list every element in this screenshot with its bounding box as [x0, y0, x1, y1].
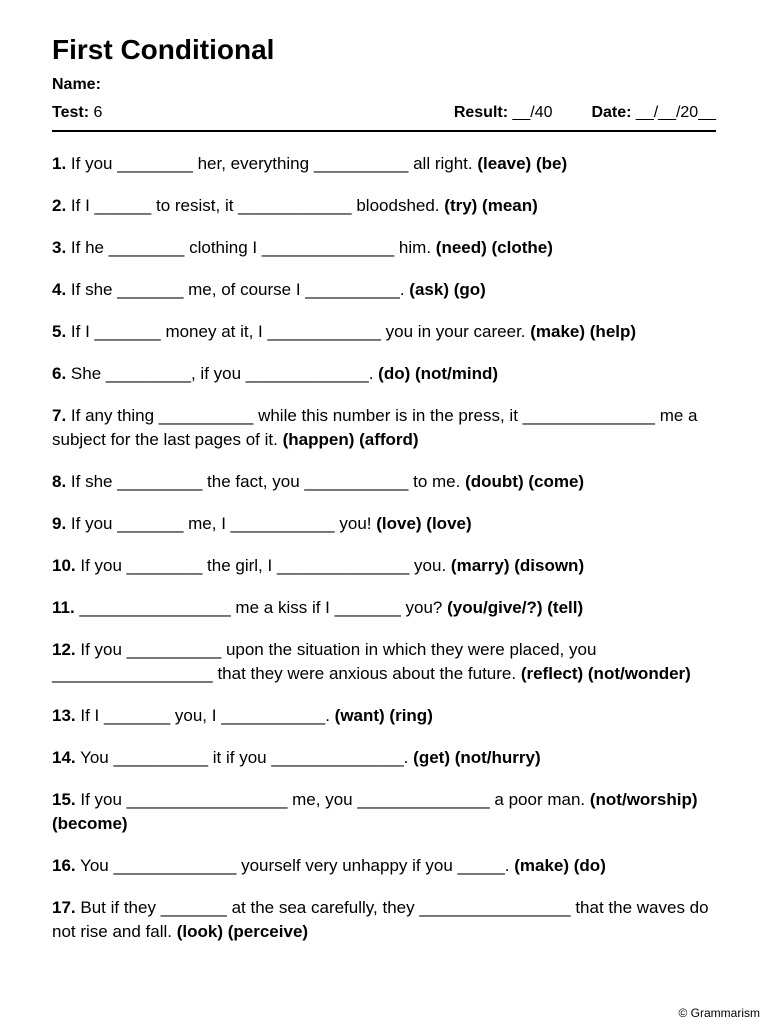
- item-verbs: (doubt) (come): [465, 472, 585, 491]
- item-text: If I _______ money at it, I ____________ you in your career.: [70, 322, 526, 341]
- item-text: If I ______ to resist, it ____________ bloodshed.: [70, 196, 440, 215]
- item-number: 14.: [52, 748, 76, 767]
- item-number: 12.: [52, 640, 76, 659]
- exercise-item: [52, 596, 716, 620]
- item-text: If you _______ me, I ___________ you!: [70, 514, 372, 533]
- date-label: Date:: [591, 104, 632, 121]
- item-number: 8.: [52, 472, 67, 491]
- item-number: 10.: [52, 556, 76, 575]
- name-label: Name:: [52, 76, 101, 93]
- page-title: First Conditional: [52, 34, 275, 65]
- item-number: 2.: [52, 196, 67, 215]
- worksheet: [52, 30, 716, 962]
- divider: [52, 130, 716, 132]
- exercise-item: [52, 236, 716, 260]
- item-number: 4.: [52, 280, 67, 299]
- item-text: If she _______ me, of course I __________.: [70, 280, 405, 299]
- item-text: ________________ me a kiss if I _______ you?: [79, 598, 443, 617]
- item-number: 16.: [52, 856, 76, 875]
- item-text: If he ________ clothing I ______________ him.: [70, 238, 432, 257]
- result-date: [454, 102, 716, 124]
- item-verbs: (make) (do): [514, 856, 606, 875]
- item-text: If I _______ you, I ___________.: [80, 706, 330, 725]
- exercise-item: [52, 854, 716, 878]
- exercise-item: [52, 404, 716, 452]
- item-number: 15.: [52, 790, 76, 809]
- item-verbs: (want) (ring): [334, 706, 433, 725]
- exercise-item: [52, 704, 716, 728]
- item-verbs: (marry) (disown): [450, 556, 585, 575]
- exercise-item: [52, 470, 716, 494]
- item-number: 6.: [52, 364, 67, 383]
- exercise-item: [52, 638, 716, 686]
- item-number: 17.: [52, 898, 76, 917]
- item-verbs: (love) (love): [376, 514, 472, 533]
- item-text: If any thing __________ while this number is in the press, it ______________ me a subject for the last pages of it.: [52, 406, 698, 449]
- exercise-item: [52, 278, 716, 302]
- exercise-item: [52, 194, 716, 218]
- exercise-item: [52, 362, 716, 386]
- item-text: But if they _______ at the sea carefully, they ________________ that the waves do not rise and fall.: [52, 898, 709, 941]
- exercise-item: [52, 512, 716, 536]
- item-verbs: (not/worship) (become): [52, 790, 698, 833]
- exercise-item: [52, 746, 716, 770]
- item-text: If you ________ her, everything __________ all right.: [70, 154, 473, 173]
- item-number: 1.: [52, 154, 67, 173]
- meta-row: [52, 102, 716, 124]
- item-number: 13.: [52, 706, 76, 725]
- test-label: Test:: [52, 104, 90, 121]
- item-text: She _________, if you _____________.: [70, 364, 374, 383]
- date-value: __/__/20__: [635, 104, 716, 121]
- item-text: If you __________ upon the situation in which they were placed, you _________________ that they were anxious about the future.: [52, 640, 597, 683]
- item-number: 7.: [52, 406, 67, 425]
- item-verbs: (ask) (go): [409, 280, 486, 299]
- item-verbs: (look) (perceive): [176, 922, 309, 941]
- test-value: 6: [93, 104, 103, 121]
- exercise-item: [52, 896, 716, 944]
- exercise-item: [52, 152, 716, 176]
- item-verbs: (you/give/?) (tell): [447, 598, 584, 617]
- item-text: If she _________ the fact, you ___________ to me.: [70, 472, 461, 491]
- result-value: __/40: [512, 104, 553, 121]
- item-number: 5.: [52, 322, 67, 341]
- item-verbs: (make) (help): [530, 322, 637, 341]
- copyright: © Grammarism: [678, 1006, 760, 1020]
- item-verbs: (leave) (be): [477, 154, 568, 173]
- item-text: You __________ it if you ______________.: [80, 748, 409, 767]
- item-verbs: (need) (clothe): [435, 238, 553, 257]
- item-number: 11.: [52, 598, 75, 617]
- item-text: If you _________________ me, you ______________ a poor man.: [80, 790, 586, 809]
- exercise-item: [52, 788, 716, 836]
- exercise-list: [52, 152, 716, 944]
- result-label: Result:: [453, 104, 509, 121]
- test-field: [52, 102, 102, 124]
- item-verbs: (get) (not/hurry): [413, 748, 541, 767]
- item-number: 9.: [52, 514, 67, 533]
- item-verbs: (do) (not/mind): [378, 364, 499, 383]
- item-number: 3.: [52, 238, 67, 257]
- exercise-item: [52, 554, 716, 578]
- item-text: You _____________ yourself very unhappy if you _____.: [80, 856, 510, 875]
- item-verbs: (happen) (afford): [282, 430, 419, 449]
- item-verbs: (reflect) (not/wonder): [520, 664, 691, 683]
- item-verbs: (try) (mean): [444, 196, 538, 215]
- item-text: If you ________ the girl, I ______________ you.: [80, 556, 447, 575]
- exercise-item: [52, 320, 716, 344]
